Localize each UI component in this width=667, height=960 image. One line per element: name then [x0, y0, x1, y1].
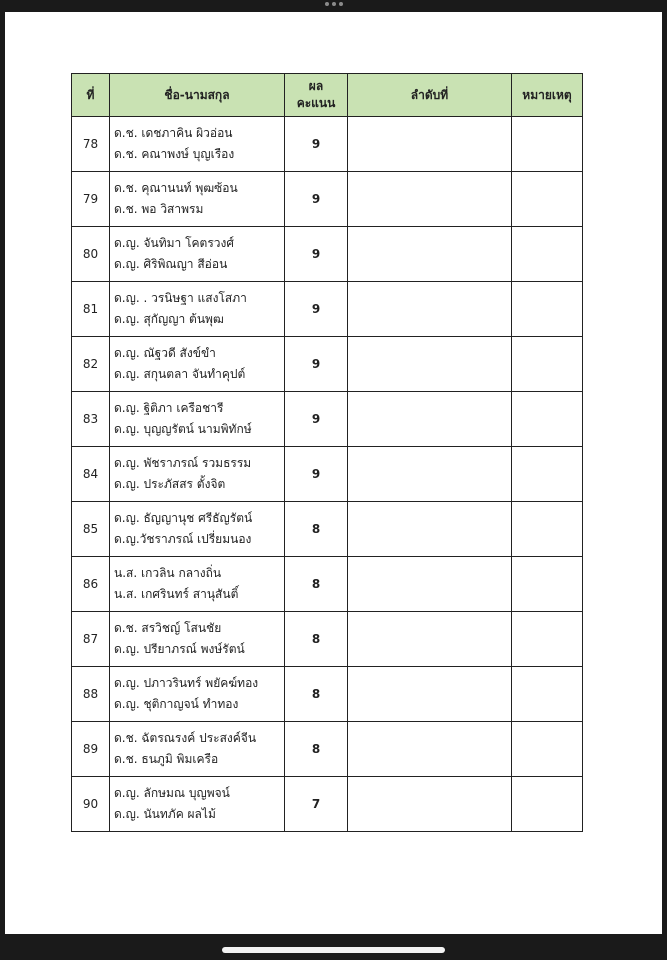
- rank-cell: [348, 557, 512, 612]
- table-row: [72, 667, 583, 722]
- student-names: [110, 502, 285, 557]
- student-name-1: ด.ช. เดชภาคิน ผิวอ่อน: [114, 126, 233, 140]
- table-row: [72, 502, 583, 557]
- score-cell: 9: [285, 337, 348, 392]
- student-names: [110, 612, 285, 667]
- header-name: ชื่อ-นามสกุล: [110, 74, 285, 117]
- student-names: [110, 227, 285, 282]
- student-names: [110, 392, 285, 447]
- note-cell: [512, 337, 583, 392]
- score-cell: 8: [285, 722, 348, 777]
- note-cell: [512, 117, 583, 172]
- rank-cell: [348, 447, 512, 502]
- note-cell: [512, 722, 583, 777]
- note-cell: [512, 502, 583, 557]
- home-indicator[interactable]: [222, 947, 445, 953]
- student-name-2: ด.ญ. นันทภัค ผลไม้: [114, 807, 216, 821]
- table-row: [72, 227, 583, 282]
- student-name-1: ด.ญ. พัชราภรณ์ รวมธรรม: [114, 456, 252, 470]
- note-cell: [512, 282, 583, 337]
- student-name-1: ด.ญ. ธัญญานุช ศรีธัญรัตน์: [114, 511, 253, 525]
- table-row: [72, 337, 583, 392]
- student-name-2: ด.ญ. ชุติกาญจน์ ทำทอง: [114, 697, 239, 711]
- student-name-2: ด.ญ. ศิริพิณญา สีอ่อน: [114, 257, 228, 271]
- student-names: [110, 117, 285, 172]
- student-name-1: น.ส. เกวลิน กลางถิ่น: [114, 566, 222, 580]
- score-cell: 9: [285, 392, 348, 447]
- student-name-2: ด.ญ. ประภัสสร ตั้งจิต: [114, 477, 226, 491]
- header-score-line2: คะแนน: [296, 96, 336, 110]
- note-cell: [512, 612, 583, 667]
- student-names: [110, 722, 285, 777]
- rank-cell: [348, 777, 512, 832]
- row-number: 78: [72, 117, 110, 172]
- score-cell: 9: [285, 117, 348, 172]
- table-row: [72, 722, 583, 777]
- rank-cell: [348, 282, 512, 337]
- score-cell: 8: [285, 612, 348, 667]
- header-score: [285, 74, 348, 117]
- row-number: 81: [72, 282, 110, 337]
- student-name-2: ด.ช. คณาพงษ์ บุญเรือง: [114, 147, 235, 161]
- score-cell: 9: [285, 172, 348, 227]
- row-number: 88: [72, 667, 110, 722]
- note-cell: [512, 172, 583, 227]
- score-cell: 8: [285, 557, 348, 612]
- score-cell: 8: [285, 667, 348, 722]
- score-table: [71, 73, 583, 832]
- row-number: 82: [72, 337, 110, 392]
- score-cell: 9: [285, 227, 348, 282]
- note-cell: [512, 667, 583, 722]
- student-names: [110, 667, 285, 722]
- row-number: 89: [72, 722, 110, 777]
- row-number: 84: [72, 447, 110, 502]
- score-cell: 9: [285, 282, 348, 337]
- student-name-1: ด.ญ. ปภาวรินทร์ พยัคฆ์ทอง: [114, 676, 259, 690]
- student-names: [110, 557, 285, 612]
- student-name-2: ด.ญ. บุญญรัตน์ นามพิทักษ์: [114, 422, 252, 436]
- table-row: [72, 282, 583, 337]
- rank-cell: [348, 722, 512, 777]
- rank-cell: [348, 502, 512, 557]
- table-row: [72, 117, 583, 172]
- score-cell: 8: [285, 502, 348, 557]
- score-cell: 9: [285, 447, 348, 502]
- student-names: [110, 447, 285, 502]
- student-name-2: ด.ญ. สุกัญญา ต้นพุฒ: [114, 312, 224, 326]
- header-score-line1: ผล: [308, 79, 324, 94]
- row-number: 85: [72, 502, 110, 557]
- table-row: [72, 612, 583, 667]
- table-row: [72, 172, 583, 227]
- student-names: [110, 282, 285, 337]
- rank-cell: [348, 117, 512, 172]
- rank-cell: [348, 612, 512, 667]
- note-cell: [512, 392, 583, 447]
- header-row: [72, 74, 583, 117]
- rank-cell: [348, 172, 512, 227]
- note-cell: [512, 557, 583, 612]
- rank-cell: [348, 337, 512, 392]
- student-name-1: ด.ช. สรวิชญ์ โสนชัย: [114, 621, 222, 635]
- student-names: [110, 172, 285, 227]
- score-cell: 7: [285, 777, 348, 832]
- student-name-1: ด.ญ. ณัฐวดี สังข์ขำ: [114, 346, 216, 360]
- rank-cell: [348, 227, 512, 282]
- student-name-1: ด.ญ. ลักษมณ บุญพจน์: [114, 786, 230, 800]
- note-cell: [512, 777, 583, 832]
- student-name-1: ด.ญ. ฐิติภา เครือชารี: [114, 401, 224, 415]
- table-row: [72, 557, 583, 612]
- student-names: [110, 337, 285, 392]
- note-cell: [512, 447, 583, 502]
- row-number: 79: [72, 172, 110, 227]
- student-names: [110, 777, 285, 832]
- student-name-2: น.ส. เกศรินทร์ สานุสันติ์: [114, 587, 239, 601]
- header-no: ที่: [72, 74, 110, 117]
- student-name-1: ด.ช. ฉัตรณรงค์ ประสงค์จีน: [114, 731, 257, 745]
- table-row: [72, 777, 583, 832]
- student-name-1: ด.ช. คุณานนท์ พุฒซ้อน: [114, 181, 238, 195]
- student-name-2: ด.ช. พอ วิสาพรม: [114, 202, 204, 216]
- table-row: [72, 447, 583, 502]
- header-note: หมายเหตุ: [512, 74, 583, 117]
- row-number: 80: [72, 227, 110, 282]
- student-name-1: ด.ญ. . วรนิษฐา แสงโสภา: [114, 291, 247, 305]
- header-rank: ลำดับที่: [348, 74, 512, 117]
- row-number: 86: [72, 557, 110, 612]
- row-number: 83: [72, 392, 110, 447]
- student-name-2: ด.ช. ธนภูมิ พิมเครือ: [114, 752, 219, 766]
- note-cell: [512, 227, 583, 282]
- student-name-1: ด.ญ. จันทิมา โคตรวงศ์: [114, 236, 234, 250]
- more-options-dots-icon[interactable]: [0, 2, 667, 10]
- student-name-2: ด.ญ. สกุนตลา จันทำคุปต์: [114, 367, 246, 381]
- student-name-2: ด.ญ. ปรียาภรณ์ พงษ์รัตน์: [114, 642, 245, 656]
- table-row: [72, 392, 583, 447]
- rank-cell: [348, 667, 512, 722]
- student-name-2: ด.ญ.วัชราภรณ์ เปรี่ยมนอง: [114, 532, 252, 546]
- row-number: 90: [72, 777, 110, 832]
- row-number: 87: [72, 612, 110, 667]
- rank-cell: [348, 392, 512, 447]
